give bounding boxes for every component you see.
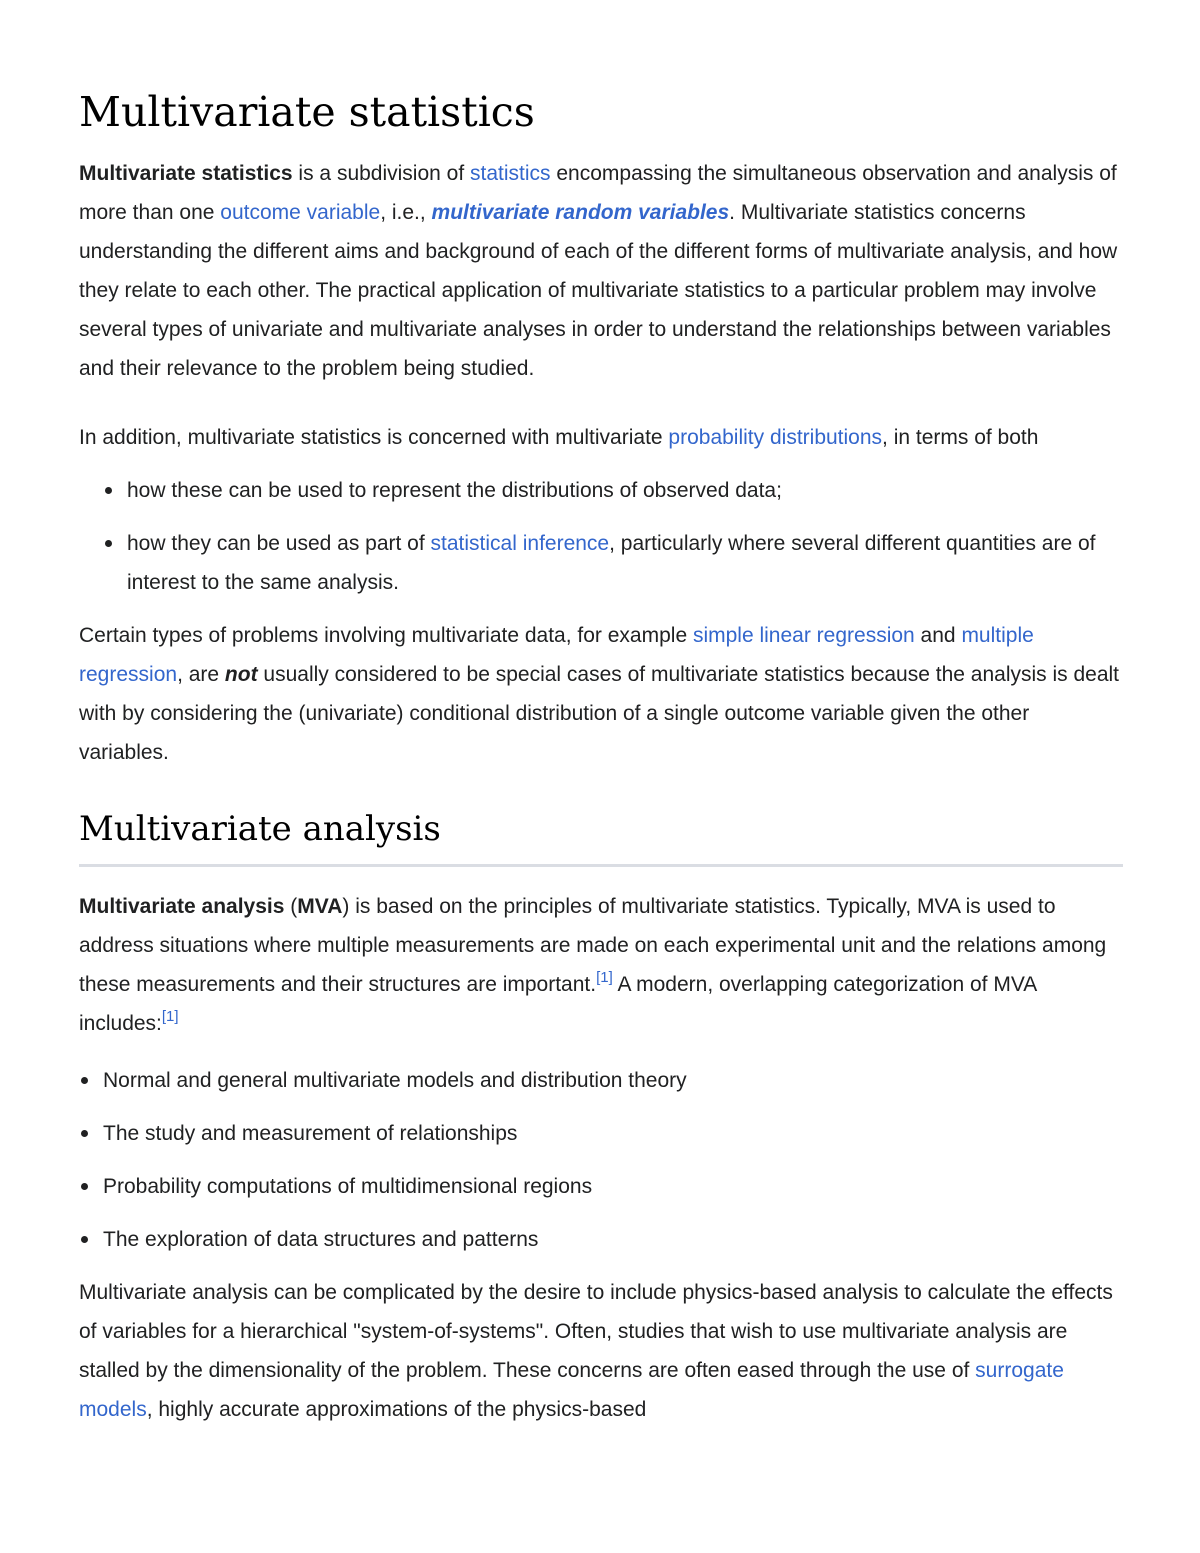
section-title-multivariate-statistics: Multivariate statistics (79, 88, 535, 136)
list-item: how these can be used to represent the distributions of observed data; (127, 471, 1123, 510)
bold-term: Multivariate statistics (79, 162, 293, 185)
list-distribution-uses (79, 471, 1123, 602)
list-item: Normal and general multivariate models and distribution theory (103, 1061, 1123, 1100)
paragraph-mva: Multivariate analysis (MVA) is based on the principles of multivariate statistics. Typically, MVA is used to address situations where multiple measurements are made on each experimental unit and the relations among these measurements and their structures are important.[1] A modern, overlapping categorization of MVA includes:[1] (79, 895, 1107, 1035)
list-item: how they can be used as part of statistical inference, particularly where several different quantities are of interest to the same analysis. (127, 524, 1123, 602)
link-simple-linear-regression[interactable]: simple linear regression (692, 624, 915, 647)
citation-link[interactable]: [1] (596, 969, 613, 986)
article-content (79, 84, 1123, 1429)
link-probability-distributions[interactable]: probability distributions (668, 426, 883, 449)
link-multivariate-random-variables[interactable]: multivariate random variables (431, 201, 730, 224)
bold-term: Multivariate analysis (79, 895, 285, 918)
emphasis-not: not (224, 663, 258, 686)
bold-abbreviation: MVA (297, 895, 343, 918)
paragraph-complications: Multivariate analysis can be complicated by the desire to include physics-based analysis to calculate the effects of variables for a hierarchical "system-of-systems". Often, studies that wish to use multivariate analysis are stalled by the dimensionality of the problem. These concerns are often eased through the use of surrogate models, highly accurate approximations of the physics-based (79, 1281, 1113, 1421)
paragraph-probability: In addition, multivariate statistics is concerned with multivariate probability distributions, in terms of both (79, 426, 1039, 449)
link-outcome-variable[interactable]: outcome variable (220, 201, 381, 224)
link-multiple-regression[interactable]: multiple regression (79, 624, 1034, 686)
link-statistical-inference[interactable]: statistical inference (430, 532, 610, 555)
list-item: The study and measurement of relationships (103, 1114, 1123, 1153)
paragraph-regression: Certain types of problems involving multivariate data, for example simple linear regression and multiple regression, are not usually considered to be special cases of multivariate statistics because the analysis is dealt with by considering the (univariate) conditional distribution of a single outcome variable given the other variables. (79, 624, 1120, 764)
link-statistics[interactable]: statistics (470, 162, 551, 185)
list-item: The exploration of data structures and patterns (103, 1220, 1123, 1259)
paragraph-intro: Multivariate statistics is a subdivision of statistics encompassing the simultaneous observation and analysis of more than one outcome variable, i.e., multivariate random variables. Multivariate statistics concerns understanding the different aims and background of each of the different forms of multivariate analysis, and how they relate to each other. The practical application of multivariate statistics to a particular problem may involve several types of univariate and multivariate analyses in order to understand the relationships between variables and their relevance to the problem being studied. (79, 162, 1118, 380)
citation-link[interactable]: [1] (161, 1008, 179, 1025)
list-item: Probability computations of multidimensional regions (103, 1167, 1123, 1206)
section-title-multivariate-analysis: Multivariate analysis (79, 806, 1123, 867)
list-mva-categories (79, 1061, 1123, 1259)
link-surrogate-models[interactable]: surrogate models (79, 1359, 1064, 1421)
